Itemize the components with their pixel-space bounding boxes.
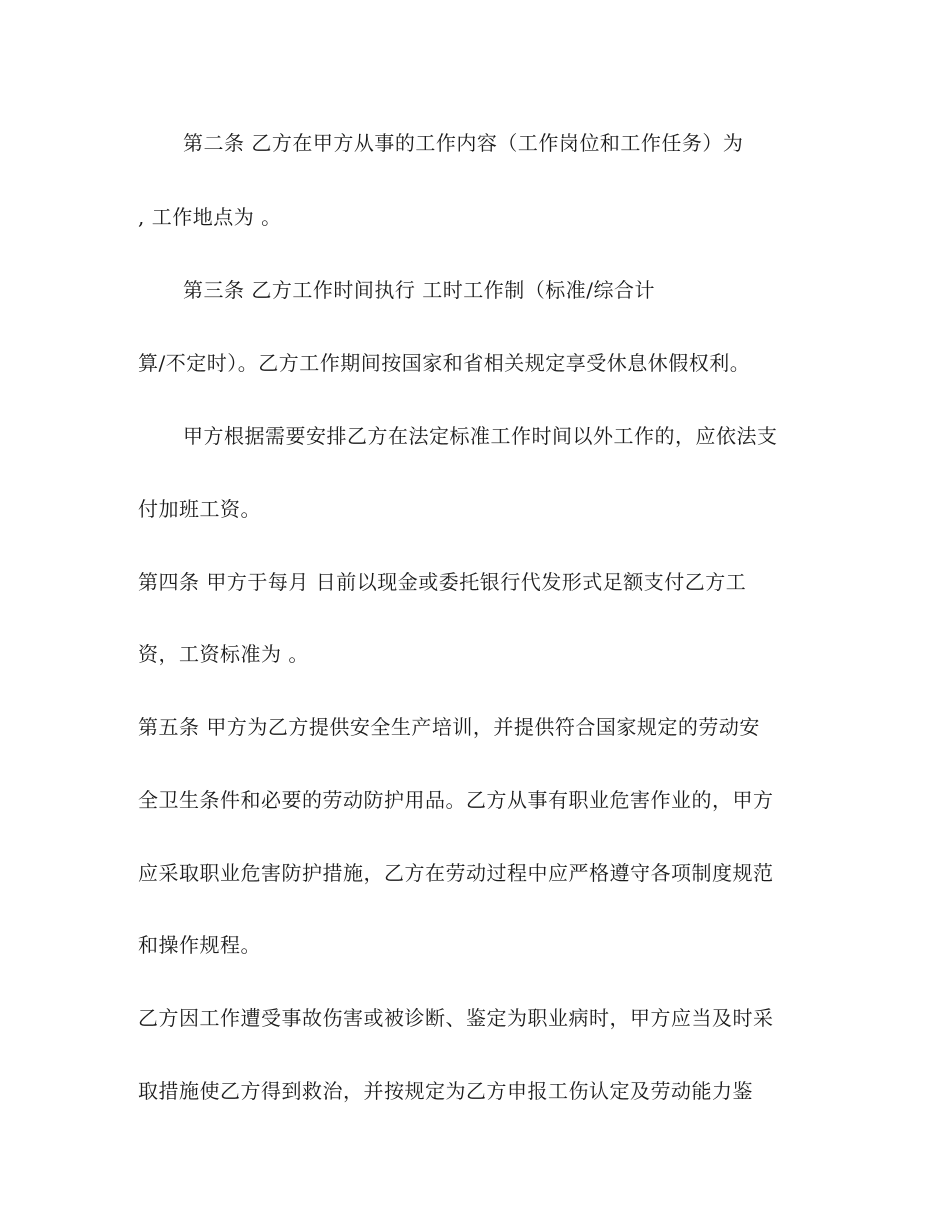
article-5-line-3: 应采取职业危害防护措施，乙方在劳动过程中应严格遵守各项制度规范 [138,861,774,885]
injury-line-2: 取措施使乙方得到救治，并按规定为乙方申报工伤认定及劳动能力鉴 [138,1079,753,1103]
article-4-line-2: 资，工资标准为 。 [138,642,309,666]
overtime-line-2: 付加班工资。 [138,497,261,521]
article-3-line-2: 算/不定时）。乙方工作期间按国家和省相关规定享受休息休假权利。 [138,351,751,375]
article-2-line-2: , 工作地点为 。 [138,205,282,229]
injury-line-1: 乙方因工作遭受事故伤害或被诊断、鉴定为职业病时，甲方应当及时采 [138,1006,774,1030]
article-2-line-1: 第二条 乙方在甲方从事的工作内容（工作岗位和工作任务）为 [183,131,744,155]
article-5-line-1: 第五条 甲方为乙方提供安全生产培训，并提供符合国家规定的劳动安 [138,715,760,739]
overtime-line-1: 甲方根据需要安排乙方在法定标准工作时间以外工作的，应依法支 [183,424,778,448]
article-5-line-2: 全卫生条件和必要的劳动防护用品。乙方从事有职业危害作业的，甲方 [138,788,774,812]
article-4-line-1: 第四条 甲方于每月 日前以现金或委托银行代发形式足额支付乙方工 [138,570,747,594]
article-3-line-1: 第三条 乙方工作时间执行 工时工作制（标准/综合计 [183,278,655,302]
article-5-line-4: 和操作规程。 [138,933,261,957]
